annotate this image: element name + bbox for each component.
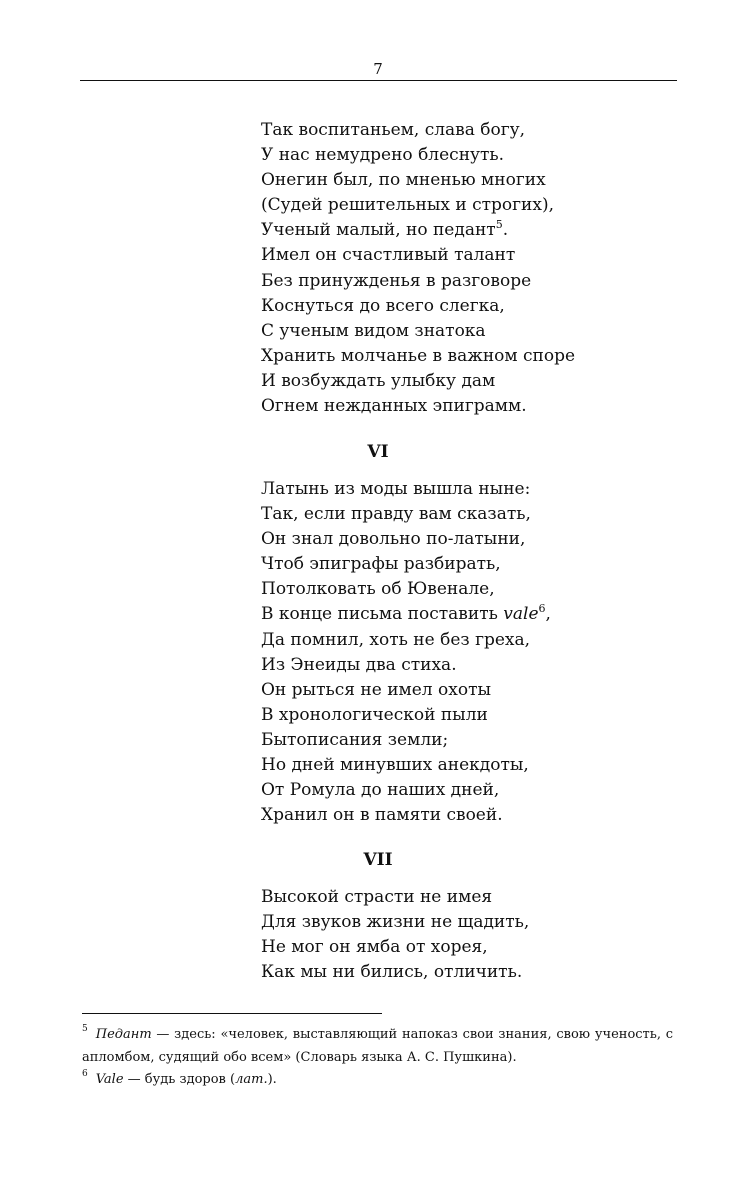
stanza-vi: [261, 477, 551, 828]
verse-line: Без принужденья в разговоре: [261, 270, 532, 291]
verse-line: От Ромула до наших дней,: [261, 780, 500, 801]
footnote-ref-5: 5: [495, 218, 503, 232]
verse-line: Коснуться до всего слегка,: [261, 295, 505, 316]
footnote-text: ).: [267, 1072, 277, 1087]
verse-line: Хранил он в памяти своей.: [261, 805, 503, 826]
verse-line: Потолковать об Ювенале,: [261, 579, 495, 600]
footnote-term: Педант: [95, 1027, 152, 1042]
footnote-term: Vale: [95, 1072, 124, 1087]
verse-line: Из Энеиды два стиха.: [261, 654, 457, 675]
verse-line: Огнем нежданных эпиграмм.: [261, 396, 527, 417]
footnote-rule: [82, 1013, 382, 1014]
verse-line: Имел он счастливый талант: [261, 245, 516, 266]
verse-line: У нас немудрено блеснуть.: [261, 145, 505, 166]
verse-line: [261, 218, 575, 243]
verse-line: (Судей решительных и строгих),: [261, 195, 554, 216]
verse-line: Так, если правду вам сказать,: [261, 504, 531, 525]
footnote-mark: 5: [82, 1024, 88, 1034]
stanza-title-vi: VI: [367, 442, 389, 462]
verse-line: Но дней минувших анекдоты,: [261, 755, 529, 776]
verse-line: С ученым видом знатока: [261, 320, 486, 341]
verse-line: Чтоб эпиграфы разбирать,: [261, 554, 501, 575]
verse-line: Так воспитаньем, слава богу,: [261, 120, 526, 140]
punctuation: ,: [545, 604, 551, 625]
verse-line: И возбуждать улыбку дам: [261, 370, 496, 391]
verse-line: В хронологической пыли: [261, 704, 488, 725]
footnote-5: [82, 1024, 673, 1069]
verse-line: Он рыться не имел охоты: [261, 679, 491, 700]
verse-line: [261, 602, 551, 627]
footnote-text: — будь здоров (: [123, 1072, 236, 1087]
verse-line: Онегин был, по мненью многих: [261, 170, 546, 191]
footnotes: [82, 1024, 673, 1092]
verse-line: Латынь из моды вышла ныне:: [261, 479, 531, 499]
footnote-mark: 6: [82, 1069, 88, 1079]
stanza-title-vii: VII: [363, 850, 393, 870]
verse-line: Не мог он ямба от хорея,: [261, 937, 488, 958]
verse-text: В конце письма поставить: [261, 604, 504, 625]
verse-line: Да помнил, хоть не без греха,: [261, 629, 531, 650]
verse-line: Высокой страсти не имея: [261, 887, 493, 907]
stanza-v: [261, 118, 575, 419]
punctuation: .: [502, 220, 509, 241]
header-rule: [80, 80, 677, 81]
verse-text: Ученый малый, но педант: [261, 220, 496, 241]
latin-word: vale: [503, 604, 539, 625]
footnote-text: — здесь: «человек, выставляющий напоказ свои знания, свою ученость, с апломбом, судящий обо всем» (Словарь языка А. С. Пушкина).: [82, 1027, 673, 1065]
footnote-abbr: лат.: [235, 1072, 268, 1087]
verse-line: Как мы ни бились, отличить.: [261, 962, 523, 983]
footnote-ref-6: 6: [538, 602, 546, 616]
footnote-6: [82, 1069, 673, 1092]
page-number: 7: [373, 60, 383, 78]
stanza-vii: [261, 885, 529, 985]
verse-line: Он знал довольно по-латыни,: [261, 529, 526, 550]
verse-line: Бытописания земли;: [261, 729, 449, 750]
verse-line: Хранить молчанье в важном споре: [261, 345, 576, 366]
verse-line: Для звуков жизни не щадить,: [261, 912, 530, 933]
